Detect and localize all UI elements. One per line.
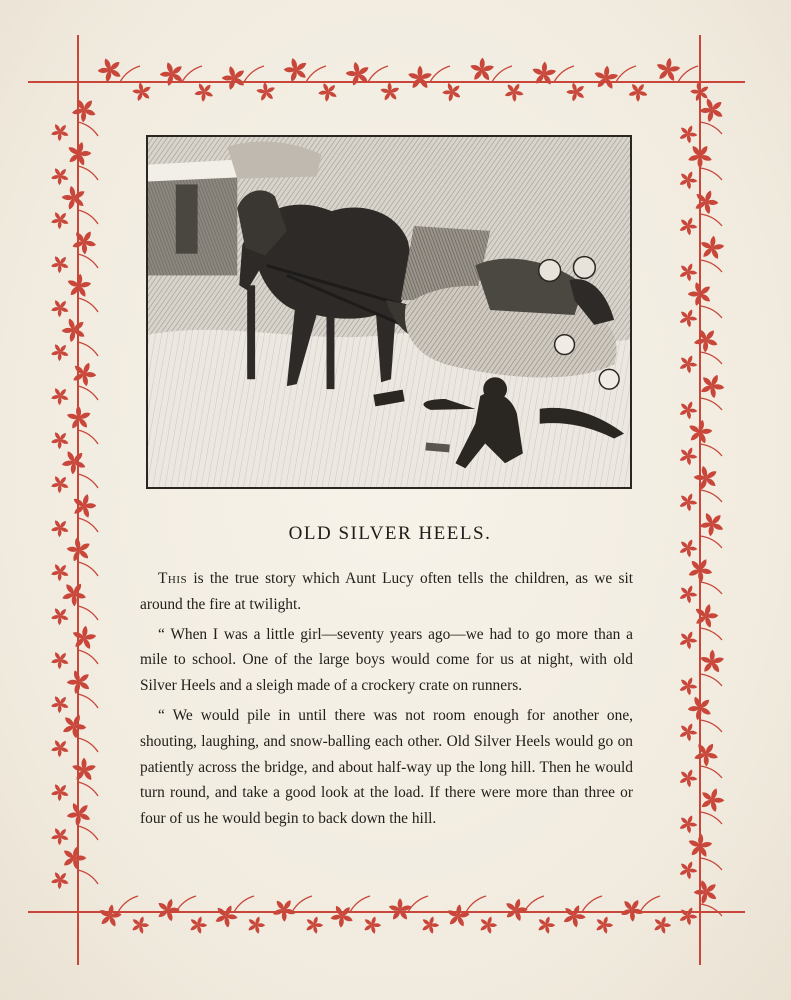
story-title: OLD SILVER HEELS.	[288, 523, 492, 544]
story-body	[140, 566, 633, 832]
paragraph-3: “ We would pile in until there was not room enough for another one, shouting, laughing, and snow-balling each other. Old Silver Heels would go on patiently across the bridge, and about half-way up the long hill. Then he would turn round, and take a good look at the load. If there were more than three or four of us he would begin to back down the hill.	[140, 706, 633, 828]
paragraph-1-text: is the true story which Aunt Lucy often tells the children, as we sit around the fire at twilight.	[140, 570, 633, 613]
paragraph-2: “ When I was a little girl—seventy years ago—we had to go more than a mile to school. One of the large boys would come for us at night, with old Silver Heels and a sleigh made of a crockery crate on runners.	[140, 625, 633, 695]
horse-sleigh-illustration	[146, 135, 632, 489]
drop-lead-word: This	[158, 570, 188, 587]
paragraph-1	[140, 566, 633, 618]
